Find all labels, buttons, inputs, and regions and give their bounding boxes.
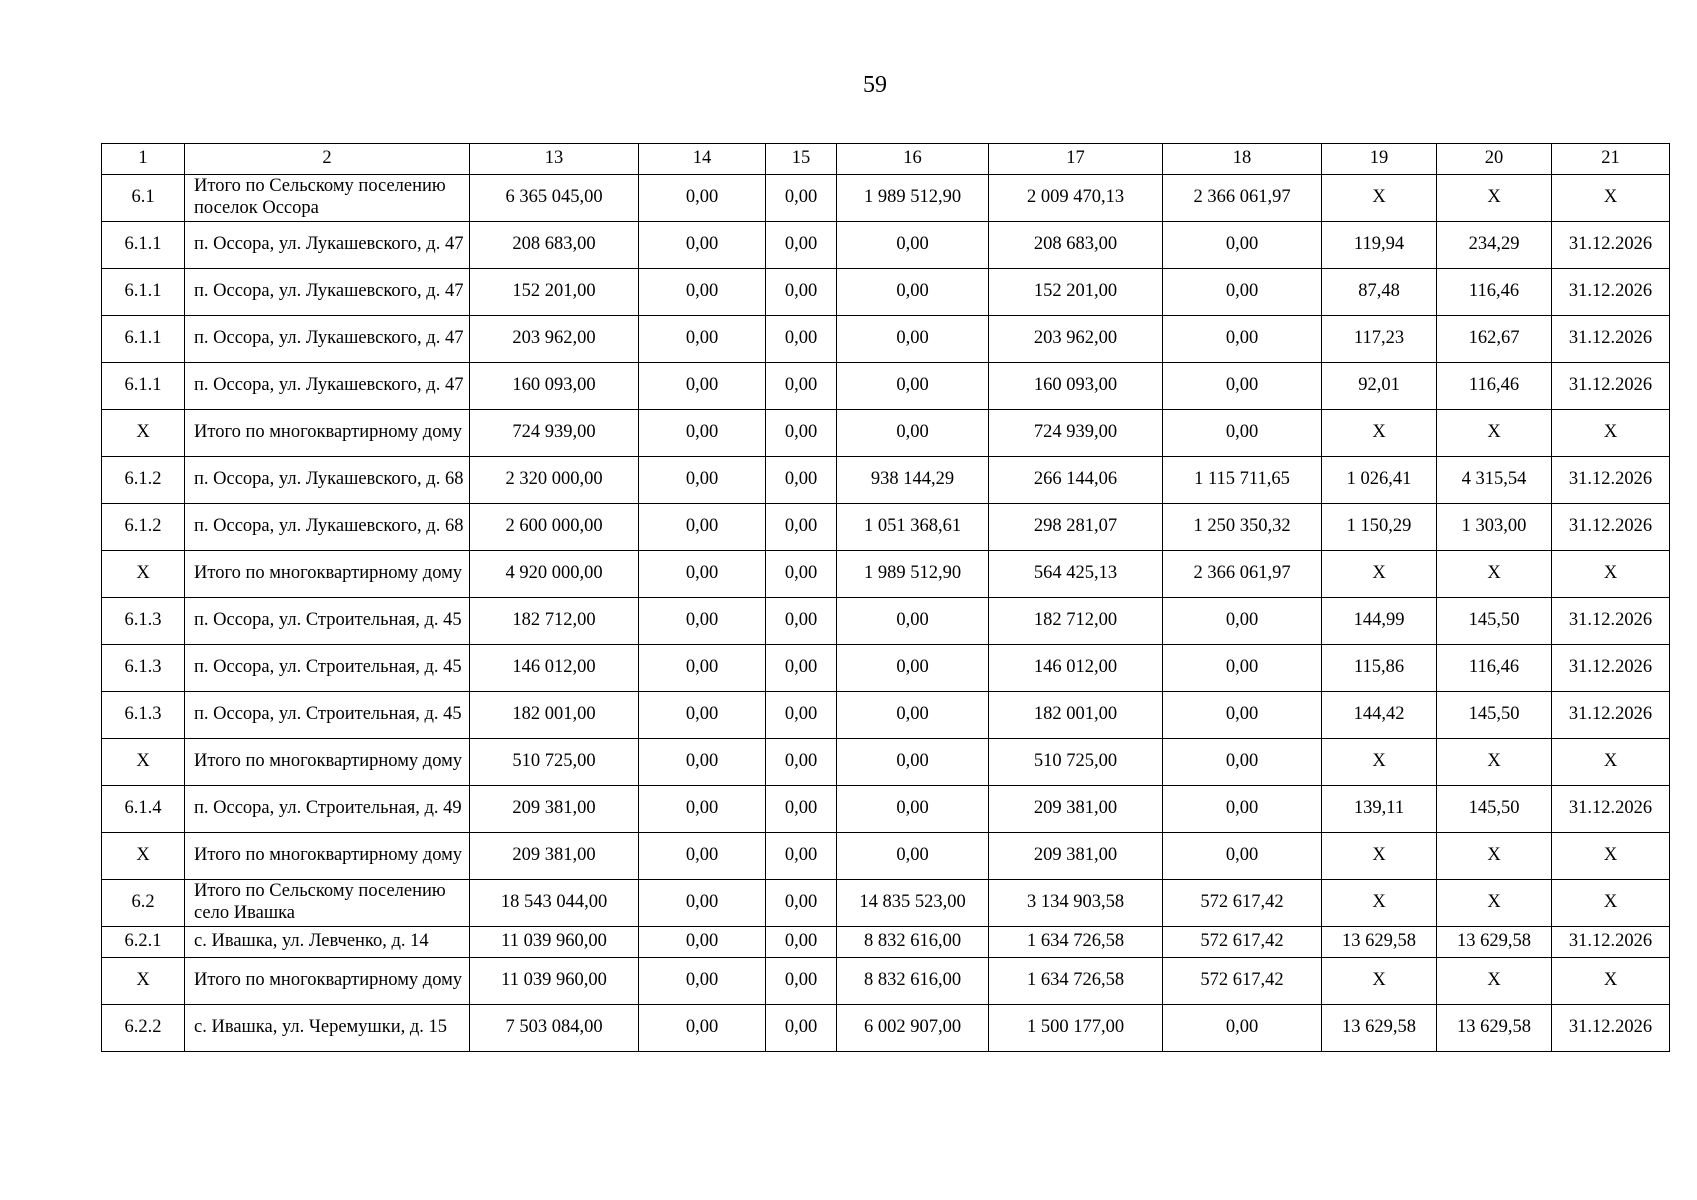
value-cell: 0,00: [639, 504, 766, 551]
value-cell: 92,01: [1322, 363, 1437, 410]
value-cell: 2 009 470,13: [989, 175, 1163, 222]
row-number-cell: 6.1.2: [102, 504, 185, 551]
value-cell: 0,00: [837, 598, 989, 645]
table-row: [102, 410, 1670, 457]
value-cell: 31.12.2026: [1552, 598, 1670, 645]
value-cell: 0,00: [1163, 316, 1322, 363]
value-cell: 510 725,00: [989, 739, 1163, 786]
row-number-cell: Х: [102, 833, 185, 880]
value-cell: 31.12.2026: [1552, 269, 1670, 316]
value-cell: 0,00: [639, 363, 766, 410]
value-cell: 0,00: [766, 739, 837, 786]
table-row: [102, 175, 1670, 222]
page-number: 59: [863, 72, 887, 98]
value-cell: 1 634 726,58: [989, 927, 1163, 958]
column-header-4: 15: [766, 144, 837, 175]
row-number-cell: 6.2.1: [102, 927, 185, 958]
row-number-cell: 6.2: [102, 880, 185, 927]
value-cell: 182 001,00: [470, 692, 639, 739]
value-cell: 13 629,58: [1322, 1005, 1437, 1052]
value-cell: 13 629,58: [1437, 1005, 1552, 1052]
value-cell: 0,00: [639, 927, 766, 958]
row-number-cell: 6.1.1: [102, 363, 185, 410]
table-row: [102, 927, 1670, 958]
object-name-cell: Итого по Сельскому поселению поселок Оссора: [185, 175, 470, 222]
value-cell: 6 002 907,00: [837, 1005, 989, 1052]
value-cell: 160 093,00: [470, 363, 639, 410]
object-name-cell: п. Оссора, ул. Строительная, д. 45: [185, 692, 470, 739]
value-cell: 0,00: [1163, 692, 1322, 739]
value-cell: 0,00: [837, 269, 989, 316]
value-cell: Х: [1437, 739, 1552, 786]
value-cell: 208 683,00: [989, 222, 1163, 269]
row-number-cell: 6.2.2: [102, 1005, 185, 1052]
value-cell: 209 381,00: [470, 786, 639, 833]
value-cell: 0,00: [766, 880, 837, 927]
object-name-cell: Итого по многоквартирному дому: [185, 551, 470, 598]
value-cell: 0,00: [639, 786, 766, 833]
object-name-cell: Итого по многоквартирному дому: [185, 833, 470, 880]
value-cell: 0,00: [639, 645, 766, 692]
table-row: [102, 363, 1670, 410]
value-cell: 0,00: [766, 927, 837, 958]
table-row: [102, 739, 1670, 786]
value-cell: 1 115 711,65: [1163, 457, 1322, 504]
value-cell: 117,23: [1322, 316, 1437, 363]
value-cell: 152 201,00: [989, 269, 1163, 316]
value-cell: 13 629,58: [1437, 927, 1552, 958]
value-cell: 510 725,00: [470, 739, 639, 786]
value-cell: 938 144,29: [837, 457, 989, 504]
value-cell: 0,00: [837, 363, 989, 410]
object-name-cell: п. Оссора, ул. Строительная, д. 45: [185, 645, 470, 692]
value-cell: 0,00: [837, 739, 989, 786]
object-name-cell: Итого по многоквартирному дому: [185, 739, 470, 786]
value-cell: 160 093,00: [989, 363, 1163, 410]
object-name-cell: п. Оссора, ул. Строительная, д. 45: [185, 598, 470, 645]
value-cell: 0,00: [766, 833, 837, 880]
value-cell: Х: [1552, 880, 1670, 927]
value-cell: Х: [1322, 175, 1437, 222]
value-cell: Х: [1437, 410, 1552, 457]
value-cell: 2 366 061,97: [1163, 175, 1322, 222]
table-row: [102, 222, 1670, 269]
value-cell: 0,00: [1163, 222, 1322, 269]
value-cell: Х: [1437, 958, 1552, 1005]
value-cell: 182 712,00: [989, 598, 1163, 645]
value-cell: 1 303,00: [1437, 504, 1552, 551]
value-cell: 724 939,00: [470, 410, 639, 457]
object-name-cell: п. Оссора, ул. Лукашевского, д. 68: [185, 457, 470, 504]
object-name-cell: Итого по многоквартирному дому: [185, 410, 470, 457]
value-cell: 0,00: [639, 551, 766, 598]
value-cell: 0,00: [766, 175, 837, 222]
value-cell: 0,00: [837, 786, 989, 833]
column-header-10: 21: [1552, 144, 1670, 175]
value-cell: 4 920 000,00: [470, 551, 639, 598]
value-cell: 0,00: [766, 692, 837, 739]
value-cell: 31.12.2026: [1552, 645, 1670, 692]
row-number-cell: 6.1.1: [102, 316, 185, 363]
column-header-5: 16: [837, 144, 989, 175]
value-cell: 1 026,41: [1322, 457, 1437, 504]
value-cell: Х: [1322, 880, 1437, 927]
value-cell: 0,00: [837, 316, 989, 363]
object-name-cell: Итого по многоквартирному дому: [185, 958, 470, 1005]
value-cell: 13 629,58: [1322, 927, 1437, 958]
value-cell: 2 366 061,97: [1163, 551, 1322, 598]
value-cell: Х: [1552, 410, 1670, 457]
value-cell: 11 039 960,00: [470, 958, 639, 1005]
value-cell: 0,00: [766, 316, 837, 363]
value-cell: 0,00: [766, 504, 837, 551]
column-header-1: 2: [185, 144, 470, 175]
value-cell: 0,00: [766, 645, 837, 692]
value-cell: 0,00: [1163, 363, 1322, 410]
row-number-cell: 6.1.4: [102, 786, 185, 833]
value-cell: 0,00: [837, 692, 989, 739]
column-header-3: 14: [639, 144, 766, 175]
table-row: [102, 551, 1670, 598]
column-header-6: 17: [989, 144, 1163, 175]
value-cell: Х: [1552, 551, 1670, 598]
value-cell: 144,99: [1322, 598, 1437, 645]
row-number-cell: 6.1.2: [102, 457, 185, 504]
table-row: [102, 598, 1670, 645]
value-cell: 144,42: [1322, 692, 1437, 739]
value-cell: 1 989 512,90: [837, 175, 989, 222]
value-cell: 0,00: [766, 410, 837, 457]
value-cell: Х: [1322, 739, 1437, 786]
table-row: [102, 504, 1670, 551]
value-cell: Х: [1322, 958, 1437, 1005]
table-row: [102, 692, 1670, 739]
object-name-cell: с. Ивашка, ул. Черемушки, д. 15: [185, 1005, 470, 1052]
value-cell: Х: [1322, 410, 1437, 457]
value-cell: 0,00: [1163, 739, 1322, 786]
table-row: [102, 457, 1670, 504]
object-name-cell: п. Оссора, ул. Лукашевского, д. 47: [185, 269, 470, 316]
value-cell: 0,00: [837, 410, 989, 457]
value-cell: 0,00: [766, 457, 837, 504]
value-cell: 2 600 000,00: [470, 504, 639, 551]
value-cell: 182 001,00: [989, 692, 1163, 739]
value-cell: 3 134 903,58: [989, 880, 1163, 927]
value-cell: 2 320 000,00: [470, 457, 639, 504]
value-cell: 116,46: [1437, 363, 1552, 410]
value-cell: Х: [1552, 175, 1670, 222]
value-cell: 14 835 523,00: [837, 880, 989, 927]
value-cell: 0,00: [766, 958, 837, 1005]
value-cell: 572 617,42: [1163, 880, 1322, 927]
value-cell: 209 381,00: [989, 833, 1163, 880]
value-cell: 0,00: [639, 316, 766, 363]
value-cell: 0,00: [639, 833, 766, 880]
value-cell: 119,94: [1322, 222, 1437, 269]
table-row: [102, 880, 1670, 927]
row-number-cell: Х: [102, 410, 185, 457]
value-cell: 31.12.2026: [1552, 786, 1670, 833]
table-row: [102, 645, 1670, 692]
value-cell: 564 425,13: [989, 551, 1163, 598]
value-cell: 203 962,00: [989, 316, 1163, 363]
value-cell: 152 201,00: [470, 269, 639, 316]
value-cell: 0,00: [639, 457, 766, 504]
value-cell: 1 634 726,58: [989, 958, 1163, 1005]
value-cell: Х: [1437, 175, 1552, 222]
value-cell: Х: [1322, 833, 1437, 880]
object-name-cell: с. Ивашка, ул. Левченко, д. 14: [185, 927, 470, 958]
value-cell: 0,00: [1163, 833, 1322, 880]
value-cell: 31.12.2026: [1552, 222, 1670, 269]
table-row: [102, 269, 1670, 316]
object-name-cell: п. Оссора, ул. Лукашевского, д. 68: [185, 504, 470, 551]
value-cell: 7 503 084,00: [470, 1005, 639, 1052]
value-cell: 0,00: [1163, 645, 1322, 692]
value-cell: 203 962,00: [470, 316, 639, 363]
value-cell: 0,00: [639, 958, 766, 1005]
value-cell: 234,29: [1437, 222, 1552, 269]
value-cell: 266 144,06: [989, 457, 1163, 504]
value-cell: 146 012,00: [470, 645, 639, 692]
value-cell: 145,50: [1437, 692, 1552, 739]
value-cell: 116,46: [1437, 269, 1552, 316]
value-cell: 0,00: [766, 269, 837, 316]
value-cell: 11 039 960,00: [470, 927, 639, 958]
row-number-cell: 6.1.1: [102, 269, 185, 316]
value-cell: 209 381,00: [470, 833, 639, 880]
value-cell: 0,00: [766, 222, 837, 269]
value-cell: 31.12.2026: [1552, 692, 1670, 739]
value-cell: 0,00: [639, 410, 766, 457]
column-header-2: 13: [470, 144, 639, 175]
value-cell: 0,00: [1163, 1005, 1322, 1052]
column-header-9: 20: [1437, 144, 1552, 175]
value-cell: 0,00: [766, 786, 837, 833]
object-name-cell: п. Оссора, ул. Лукашевского, д. 47: [185, 316, 470, 363]
value-cell: Х: [1552, 739, 1670, 786]
column-header-7: 18: [1163, 144, 1322, 175]
value-cell: 31.12.2026: [1552, 457, 1670, 504]
value-cell: 1 500 177,00: [989, 1005, 1163, 1052]
value-cell: 0,00: [1163, 410, 1322, 457]
value-cell: 0,00: [639, 880, 766, 927]
value-cell: 182 712,00: [470, 598, 639, 645]
value-cell: 208 683,00: [470, 222, 639, 269]
value-cell: 116,46: [1437, 645, 1552, 692]
value-cell: Х: [1322, 551, 1437, 598]
value-cell: 0,00: [639, 175, 766, 222]
value-cell: 115,86: [1322, 645, 1437, 692]
object-name-cell: п. Оссора, ул. Лукашевского, д. 47: [185, 363, 470, 410]
object-name-cell: п. Оссора, ул. Лукашевского, д. 47: [185, 222, 470, 269]
value-cell: 31.12.2026: [1552, 363, 1670, 410]
value-cell: 145,50: [1437, 598, 1552, 645]
value-cell: 139,11: [1322, 786, 1437, 833]
value-cell: 0,00: [837, 645, 989, 692]
table-body: [102, 175, 1670, 1052]
value-cell: 1 989 512,90: [837, 551, 989, 598]
value-cell: Х: [1437, 880, 1552, 927]
value-cell: 0,00: [639, 739, 766, 786]
object-name-cell: Итого по Сельскому поселению село Ивашка: [185, 880, 470, 927]
value-cell: 0,00: [837, 833, 989, 880]
value-cell: Х: [1437, 833, 1552, 880]
column-header-0: 1: [102, 144, 185, 175]
table-row: [102, 316, 1670, 363]
value-cell: 146 012,00: [989, 645, 1163, 692]
value-cell: 1 150,29: [1322, 504, 1437, 551]
value-cell: 0,00: [1163, 269, 1322, 316]
table-row: [102, 1005, 1670, 1052]
value-cell: 162,67: [1437, 316, 1552, 363]
value-cell: 0,00: [639, 1005, 766, 1052]
value-cell: 572 617,42: [1163, 927, 1322, 958]
value-cell: 724 939,00: [989, 410, 1163, 457]
value-cell: 8 832 616,00: [837, 958, 989, 1005]
column-header-8: 19: [1322, 144, 1437, 175]
value-cell: 1 051 368,61: [837, 504, 989, 551]
value-cell: 0,00: [766, 598, 837, 645]
value-cell: 0,00: [837, 222, 989, 269]
row-number-cell: Х: [102, 551, 185, 598]
value-cell: 209 381,00: [989, 786, 1163, 833]
object-name-cell: п. Оссора, ул. Строительная, д. 49: [185, 786, 470, 833]
value-cell: 31.12.2026: [1552, 504, 1670, 551]
value-cell: 31.12.2026: [1552, 1005, 1670, 1052]
value-cell: 0,00: [1163, 786, 1322, 833]
value-cell: 298 281,07: [989, 504, 1163, 551]
table-row: [102, 958, 1670, 1005]
row-number-cell: Х: [102, 739, 185, 786]
value-cell: 1 250 350,32: [1163, 504, 1322, 551]
row-number-cell: 6.1.3: [102, 598, 185, 645]
row-number-cell: 6.1.1: [102, 222, 185, 269]
table-row: [102, 786, 1670, 833]
value-cell: 0,00: [1163, 598, 1322, 645]
value-cell: Х: [1552, 833, 1670, 880]
value-cell: 0,00: [766, 363, 837, 410]
row-number-cell: 6.1: [102, 175, 185, 222]
value-cell: 18 543 044,00: [470, 880, 639, 927]
row-number-cell: 6.1.3: [102, 692, 185, 739]
value-cell: 0,00: [639, 222, 766, 269]
value-cell: 31.12.2026: [1552, 927, 1670, 958]
value-cell: 31.12.2026: [1552, 316, 1670, 363]
register-table: [101, 143, 1670, 1052]
value-cell: 0,00: [639, 269, 766, 316]
row-number-cell: Х: [102, 958, 185, 1005]
value-cell: 8 832 616,00: [837, 927, 989, 958]
value-cell: 572 617,42: [1163, 958, 1322, 1005]
value-cell: 4 315,54: [1437, 457, 1552, 504]
row-number-cell: 6.1.3: [102, 645, 185, 692]
value-cell: 145,50: [1437, 786, 1552, 833]
value-cell: Х: [1437, 551, 1552, 598]
value-cell: 6 365 045,00: [470, 175, 639, 222]
value-cell: 0,00: [766, 1005, 837, 1052]
value-cell: 0,00: [639, 692, 766, 739]
value-cell: 0,00: [766, 551, 837, 598]
value-cell: 87,48: [1322, 269, 1437, 316]
value-cell: 0,00: [639, 598, 766, 645]
header-row: [102, 144, 1670, 175]
table-row: [102, 833, 1670, 880]
value-cell: Х: [1552, 958, 1670, 1005]
